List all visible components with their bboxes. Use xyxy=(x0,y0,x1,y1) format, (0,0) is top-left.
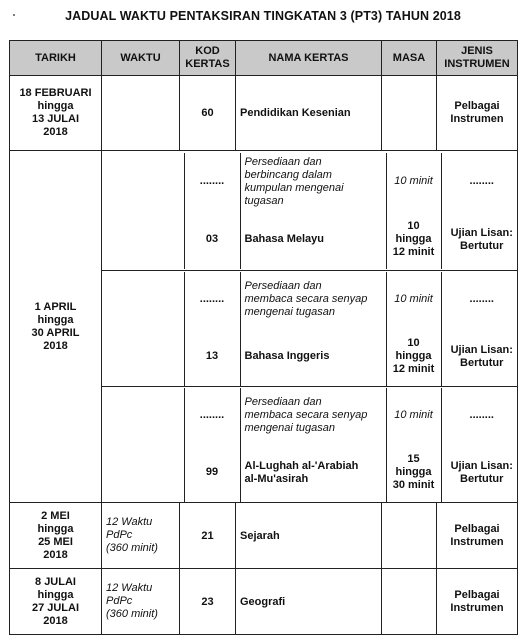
table-row xyxy=(10,76,518,151)
nama-cell: Al-Lughah al-'Arabiah al-Mu'asirah xyxy=(240,444,386,502)
header-row xyxy=(10,41,518,76)
masa-cell: 15 hingga 30 minit xyxy=(386,444,441,502)
masa-cell: 10 minit xyxy=(386,153,441,211)
page-title: JADUAL WAKTU PENTAKSIRAN TINGKATAN 3 (PT3) TAHUN 2018 xyxy=(65,9,461,23)
header-kod-kertas: KOD KERTAS xyxy=(180,41,236,76)
nama-cell: Pendidikan Kesenian xyxy=(236,76,382,151)
date-cell: 2 MEI hingga 25 MEI 2018 xyxy=(10,503,102,569)
waktu-cell xyxy=(102,76,180,151)
date-cell: 18 FEBRUARI hingga 13 JULAI 2018 xyxy=(10,76,102,151)
jenis-cell: Pelbagai Instrumen xyxy=(437,503,518,569)
kod-cell: ........ xyxy=(184,153,240,211)
kod-cell: 99 xyxy=(184,444,240,502)
masa-cell: 10 minit xyxy=(386,388,441,444)
nama-cell: Persediaan dan membaca secara senyap mengenai tugasan xyxy=(240,272,386,328)
oral-test-block-bi xyxy=(102,271,518,387)
jenis-cell: Ujian Lisan: Bertutur xyxy=(441,211,522,269)
waktu-cell xyxy=(106,388,184,502)
jenis-cell: Ujian Lisan: Bertutur xyxy=(441,444,522,502)
kod-cell: 03 xyxy=(184,211,240,269)
oral-test-block-bm xyxy=(102,151,518,271)
waktu-cell: 12 Waktu PdPc (360 minit) xyxy=(102,503,180,569)
masa-cell xyxy=(382,503,437,569)
waktu-cell xyxy=(106,272,184,386)
header-waktu: WAKTU xyxy=(102,41,180,76)
waktu-cell xyxy=(106,153,184,269)
kod-cell: ........ xyxy=(184,272,240,328)
nama-cell: Bahasa Inggeris xyxy=(240,328,386,386)
table-row xyxy=(10,569,518,635)
table-row xyxy=(10,503,518,569)
kod-cell: 21 xyxy=(180,503,236,569)
date-cell: 8 JULAI hingga 27 JULAI 2018 xyxy=(10,569,102,635)
nama-cell: Sejarah xyxy=(236,503,382,569)
nama-cell: Geografi xyxy=(236,569,382,635)
masa-cell: 10 minit xyxy=(386,272,441,328)
masa-cell xyxy=(382,569,437,635)
masa-cell: 10 hingga 12 minit xyxy=(386,211,441,269)
jenis-cell: ........ xyxy=(441,388,522,444)
masa-cell: 10 hingga 12 minit xyxy=(386,328,441,386)
header-nama-kertas: NAMA KERTAS xyxy=(236,41,382,76)
table-row xyxy=(10,151,518,271)
kod-cell: ........ xyxy=(184,388,240,444)
masa-cell xyxy=(382,76,437,151)
schedule-table xyxy=(9,40,518,635)
waktu-cell: 12 Waktu PdPc (360 minit) xyxy=(102,569,180,635)
kod-cell: 13 xyxy=(184,328,240,386)
jenis-cell: ........ xyxy=(441,272,522,328)
kod-cell: 23 xyxy=(180,569,236,635)
nama-cell: Persediaan dan membaca secara senyap mengenai tugasan xyxy=(240,388,386,444)
nama-cell: Bahasa Melayu xyxy=(240,211,386,269)
header-masa: MASA xyxy=(382,41,437,76)
jenis-cell: ........ xyxy=(441,153,522,211)
jenis-cell: Pelbagai Instrumen xyxy=(437,569,518,635)
jenis-cell: Ujian Lisan: Bertutur xyxy=(441,328,522,386)
oral-test-block-ar xyxy=(102,387,518,503)
jenis-cell: Pelbagai Instrumen xyxy=(437,76,518,151)
header-jenis-instrumen: JENIS INSTRUMEN xyxy=(437,41,518,76)
header-tarikh: TARIKH xyxy=(10,41,102,76)
date-cell: 1 APRIL hingga 30 APRIL 2018 xyxy=(10,151,102,503)
nama-cell: Persediaan dan berbincang dalam kumpulan mengenai tugasan xyxy=(240,153,386,211)
kod-cell: 60 xyxy=(180,76,236,151)
